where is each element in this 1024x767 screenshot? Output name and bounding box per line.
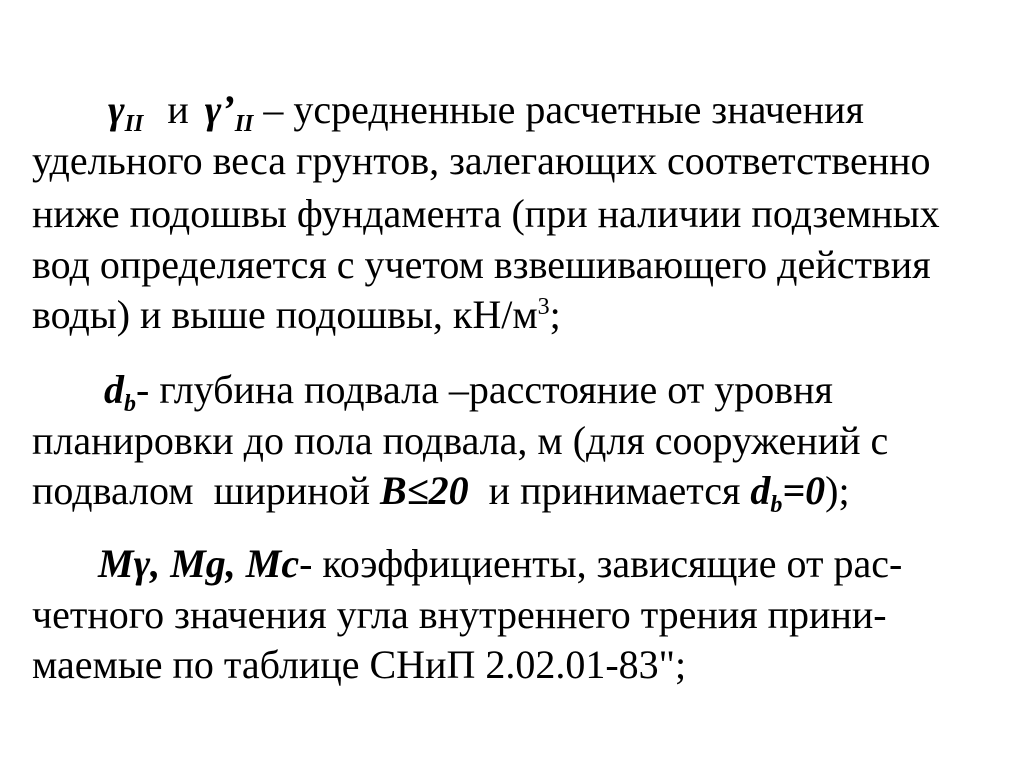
db-symbol-2: d [750, 468, 771, 513]
p2-line-1 [104, 367, 833, 417]
p2-line-3-text-1: подвалом шириной [32, 468, 381, 513]
p2-line-3-text-2: и принимается [468, 468, 751, 513]
cube-superscript: 3 [537, 294, 550, 320]
gamma-subscript: II [124, 111, 144, 137]
p2-line-3-end: ); [825, 468, 850, 513]
p3-line-2: четного значения угла внутреннего трения прини- [32, 592, 887, 637]
p2-line-1-text: - глубина подвала –расстояние от уровня [136, 367, 833, 412]
p1-line-3: ниже подошвы фундамента (при наличии подземных [32, 191, 940, 236]
gamma-symbol: γ [108, 87, 125, 132]
p1-line-4: вод определяется с учетом взвешивающего действия [32, 242, 931, 287]
p1-line-5 [32, 292, 561, 337]
p1-line-1 [108, 87, 864, 137]
p1-line-5-text: воды) и выше подошвы, кН/м [32, 292, 538, 337]
p3-line-1-text: - коэффициенты, зависящие от рас- [299, 541, 903, 586]
p2-line-2: планировки до пола подвала, м (для сооружений с [32, 418, 889, 463]
p3-line-3: маемые по таблице СНиП 2.02.01-83"; [32, 642, 687, 687]
db-zero-value: =0 [782, 468, 826, 513]
width-condition: B≤20 [380, 468, 469, 513]
p1-line-1-text: – усредненные расчетные значения [263, 87, 864, 132]
db-subscript-2: b [770, 492, 783, 518]
p3-line-1 [98, 541, 903, 586]
p1-line-5-end: ; [549, 292, 561, 337]
m-coefficients: Mγ, Mg, Mc [98, 541, 300, 586]
p1-line-2: удельного веса грунтов, залегающих соответственно [32, 138, 931, 183]
db-symbol: d [104, 367, 124, 412]
conjunction: и [167, 87, 189, 132]
gamma-prime-symbol: γ’ [204, 87, 235, 132]
db-subscript: b [124, 391, 136, 417]
p2-line-3 [32, 468, 850, 518]
gamma-prime-subscript: II [234, 111, 254, 137]
